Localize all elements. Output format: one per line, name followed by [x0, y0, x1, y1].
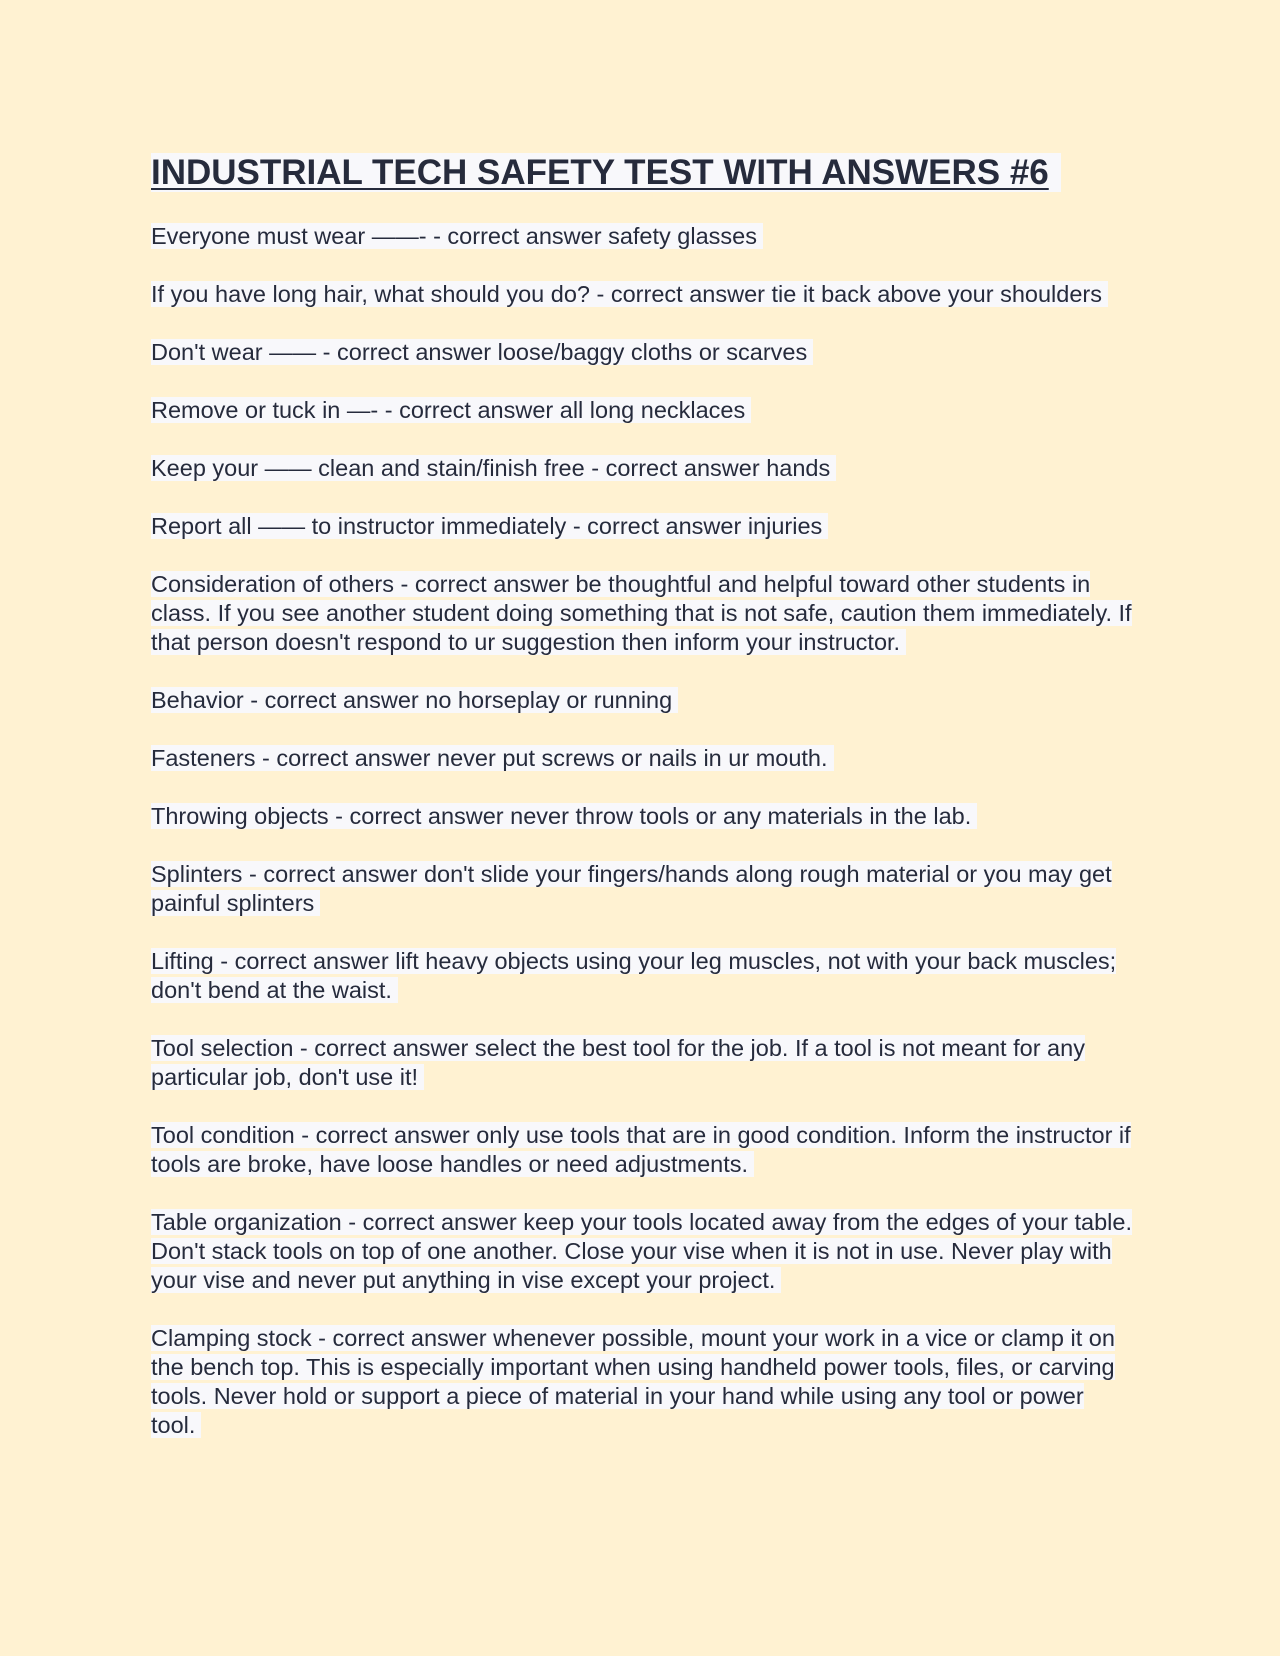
qa-item: If you have long hair, what should you do? - correct answer tie it back above your shoulders: [151, 280, 1136, 309]
qa-item: Tool selection - correct answer select the best tool for the job. If a tool is not meant for any particular job, don't use it!: [151, 1035, 1085, 1090]
qa-item: Everyone must wear ——- - correct answer safety glasses: [151, 222, 1136, 251]
document-title: [151, 150, 1136, 196]
qa-item: Lifting - correct answer lift heavy objects using your leg muscles, not with your back muscles; don't bend at the waist.: [151, 948, 1117, 1003]
qa-item: Splinters - correct answer don't slide your fingers/hands along rough material or you may get painful splinters: [151, 861, 1112, 916]
qa-item: Table organization - correct answer keep your tools located away from the edges of your table. Don't stack tools on top of one another. Close your vise when it is not in use. Never play with your vise and never put anything in vise except your project.: [151, 1209, 1132, 1293]
qa-item: Behavior - correct answer no horseplay or running: [151, 686, 1136, 715]
qa-item: Report all —— to instructor immediately - correct answer injuries: [151, 512, 1136, 541]
document-title-text: INDUSTRIAL TECH SAFETY TEST WITH ANSWERS #6: [151, 153, 1061, 192]
document-body: [151, 150, 1136, 1469]
qa-item: Fasteners - correct answer never put screws or nails in ur mouth.: [151, 744, 1136, 773]
qa-item: Don't wear —— - correct answer loose/baggy cloths or scarves: [151, 338, 1136, 367]
qa-item: Keep your —— clean and stain/finish free - correct answer hands: [151, 454, 1136, 483]
qa-item: Clamping stock - correct answer whenever possible, mount your work in a vice or clamp it on the bench top. This is especially important when using handheld power tools, files, or carving tools. Never hold or support a piece of material in your hand while using any tool or power tool.: [151, 1325, 1115, 1438]
qa-item: Throwing objects - correct answer never throw tools or any materials in the lab.: [151, 802, 1136, 831]
qa-item: Remove or tuck in —- - correct answer all long necklaces: [151, 396, 1136, 425]
qa-item: Tool condition - correct answer only use tools that are in good condition. Inform the instructor if tools are broke, have loose handles or need adjustments.: [151, 1122, 1131, 1177]
qa-item: Consideration of others - correct answer be thoughtful and helpful toward other students in class. If you see another student doing something that is not safe, caution them immediately. If that person doesn't respond to ur suggestion then inform your instructor.: [151, 571, 1132, 655]
